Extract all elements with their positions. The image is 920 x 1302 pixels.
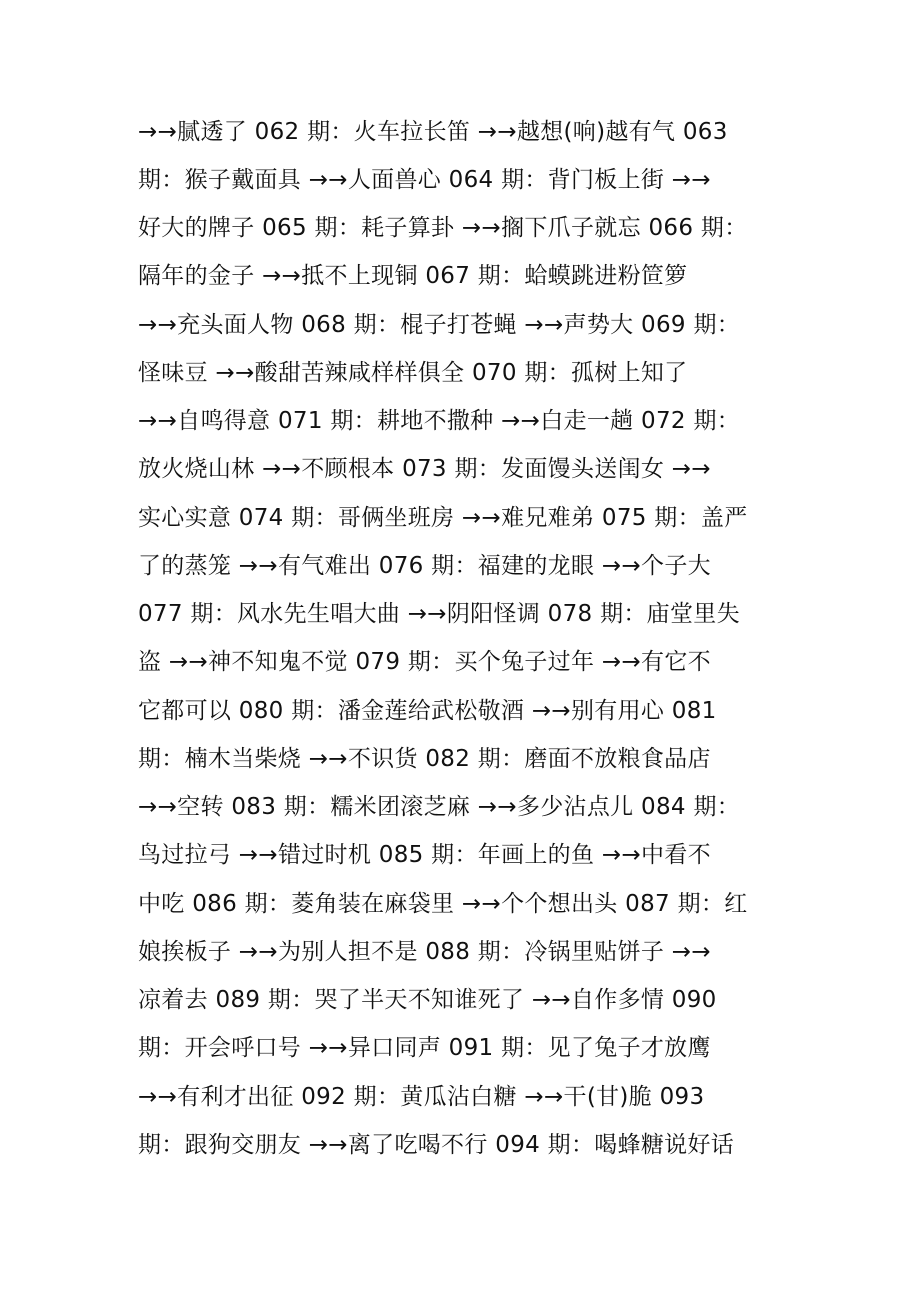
text-line-7: →→自鸣得意 071 期：耕地不撒种 →→白走一趟 072 期： (138, 408, 741, 434)
text-line-12: 盗 →→神不知鬼不觉 079 期：买个兔子过年 →→有它不 (138, 649, 711, 675)
text-line-9: 实心实意 074 期：哥俩坐班房 →→难兄难弟 075 期：盖严 (138, 505, 748, 531)
text-line-22: 期：跟狗交朋友 →→离了吃喝不行 094 期：喝蜂糖说好话 (138, 1132, 735, 1158)
text-line-11: 077 期：风水先生唱大曲 →→阴阳怪调 078 期：庙堂里失 (138, 601, 740, 627)
text-line-2: 期：猴子戴面具 →→人面兽心 064 期：背门板上街 →→ (138, 167, 711, 193)
text-line-1: →→腻透了 062 期：火车拉长笛 →→越想(响)越有气 063 (138, 119, 728, 145)
text-line-6: 怪味豆 →→酸甜苦辣咸样样俱全 070 期：孤树上知了 (138, 360, 688, 386)
text-line-20: 期：开会呼口号 →→异口同声 091 期：见了兔子才放鹰 (138, 1035, 711, 1061)
text-line-10: 了的蒸笼 →→有气难出 076 期：福建的龙眼 →→个子大 (138, 553, 711, 579)
text-line-8: 放火烧山林 →→不顾根本 073 期：发面馒头送闺女 →→ (138, 456, 711, 482)
text-line-19: 凉着去 089 期：哭了半天不知谁死了 →→自作多情 090 (138, 987, 717, 1013)
text-line-18: 娘挨板子 →→为别人担不是 088 期：冷锅里贴饼子 →→ (138, 939, 711, 965)
text-line-4: 隔年的金子 →→抵不上现铜 067 期：蛤蟆跳进粉笸箩 (138, 263, 688, 289)
text-line-14: 期：楠木当柴烧 →→不识货 082 期：磨面不放粮食品店 (138, 746, 711, 772)
text-line-17: 中吃 086 期：菱角装在麻袋里 →→个个想出头 087 期：红 (138, 891, 748, 917)
text-line-15: →→空转 083 期：糯米团滚芝麻 →→多少沾点儿 084 期： (138, 794, 741, 820)
text-line-16: 鸟过拉弓 →→错过时机 085 期：年画上的鱼 →→中看不 (138, 842, 711, 868)
text-line-13: 它都可以 080 期：潘金莲给武松敬酒 →→别有用心 081 (138, 698, 717, 724)
text-line-21: →→有利才出征 092 期：黄瓜沾白糖 →→干(甘)脆 093 (138, 1084, 705, 1110)
text-line-5: →→充头面人物 068 期：棍子打苍蝇 →→声势大 069 期： (138, 312, 741, 338)
text-line-3: 好大的牌子 065 期：耗子算卦 →→搁下爪子就忘 066 期： (138, 215, 748, 241)
